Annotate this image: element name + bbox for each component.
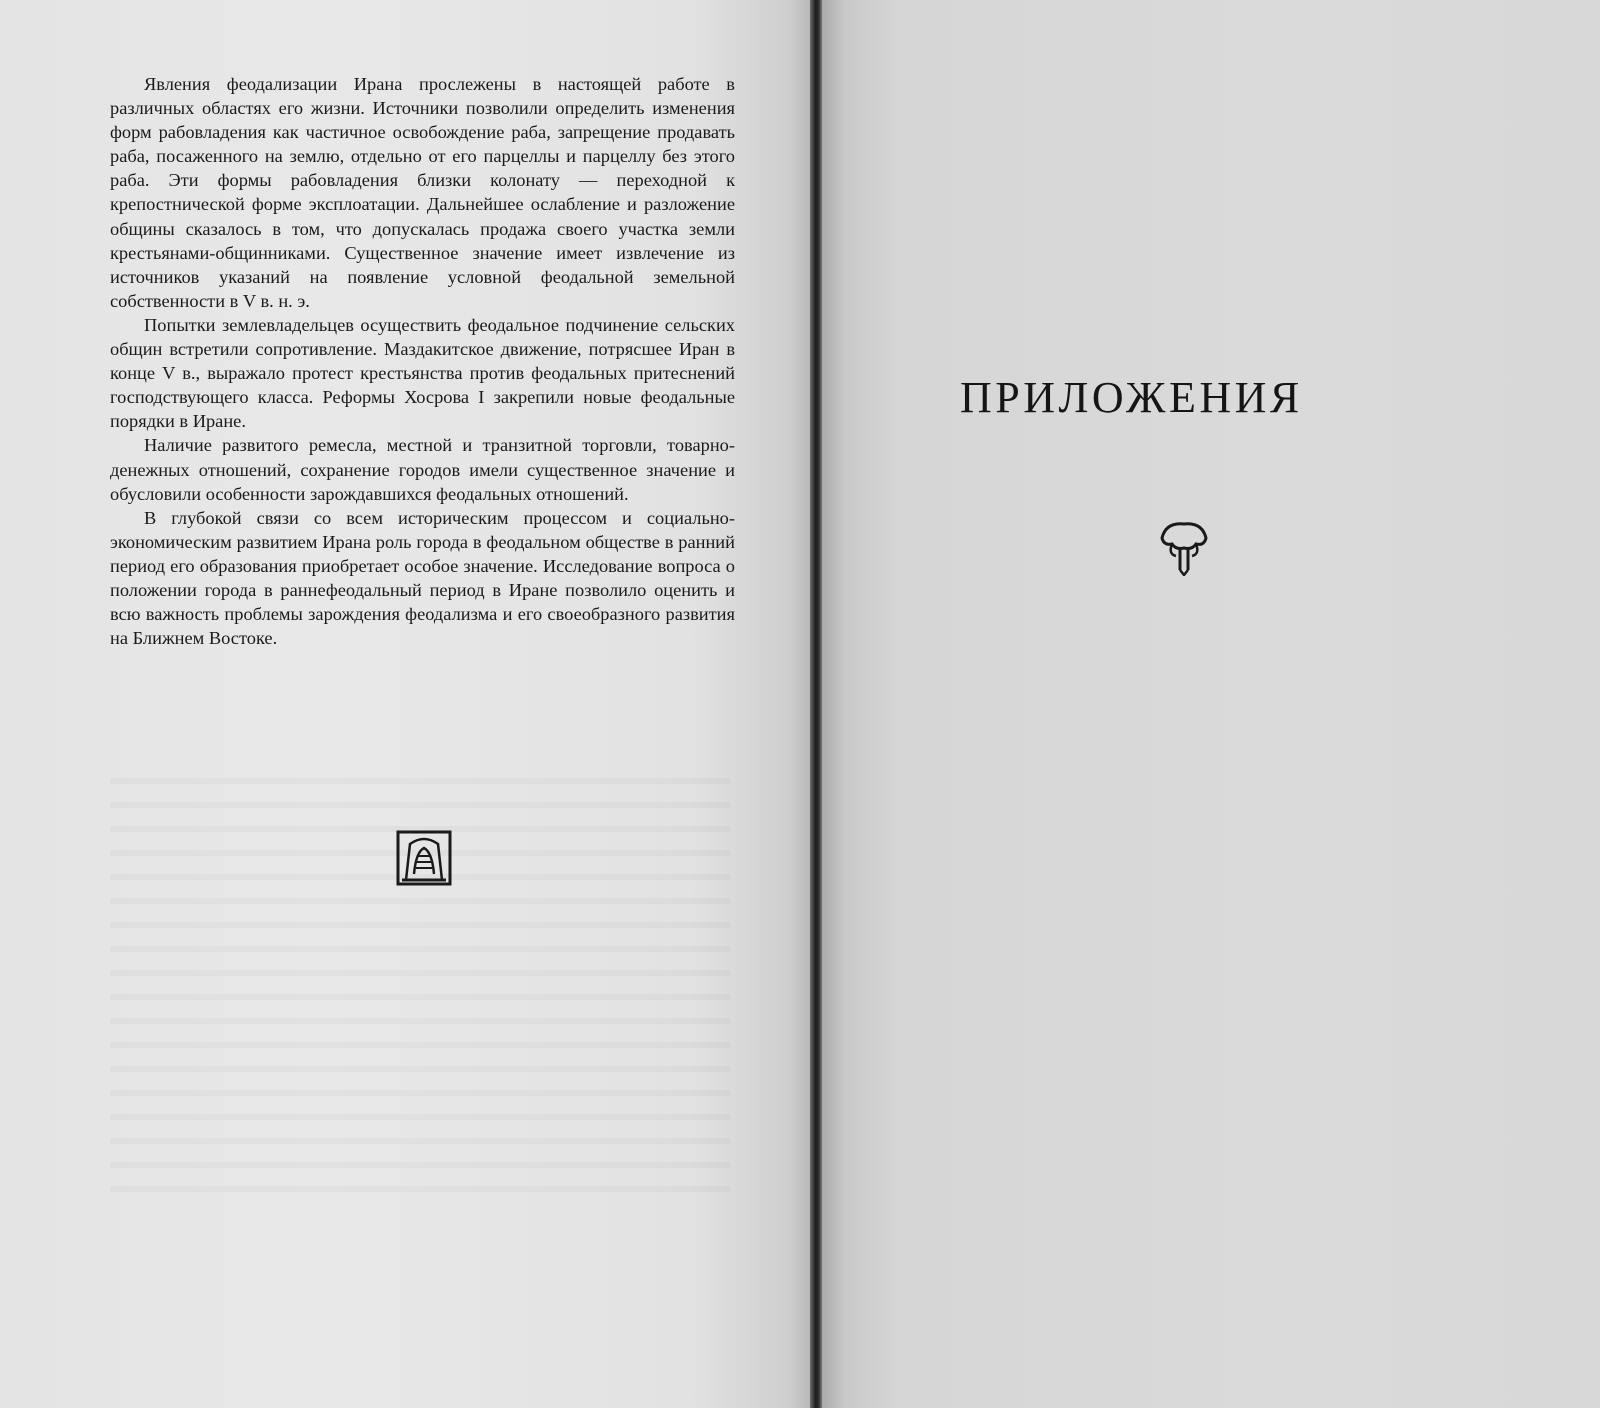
paragraph-1: Явления феодализации Ирана прослежены в настоящей работе в различных областях его жизни. Источники позволили определить изменения форм рабовладения как частичное освобождение раба, запрещение продавать раба, посаженного на землю, отдельно от его парцеллы и парцеллу без этого раба. Эти формы рабовладения близки колонату — переходной к крепостнической форме эксплоатации. Дальнейшее ослабление и разложение общины сказалось в том, что допускалась продажа своего участка земли крестьянами-общинниками. Существенное значение имеет извлечение из источников указаний на появление условной феодальной земельной собственности в V в. н. э. [110,74,735,311]
body-text [110,72,735,650]
section-heading: ПРИЛОЖЕНИЯ [960,373,1303,422]
paragraph-4: В глубокой связи со всем историческим процессом и социально-экономическим развитием Ирана роль города в феодальном обществе в ранний период его образования приобретает особое значение. Исследование вопроса о положении города в раннефеодальный период в Иране позволило оценить и всю важность проблемы зарождения феодализма и его своеобразного развития на Ближнем Востоке. [110,507,735,649]
paragraph-2: Попытки землевладельцев осуществить феодальное подчинение сельских общин встретили сопротивление. Маздакитское движение, потрясшее Иран в конце V в., выражало протест крестьянства против феодальных притеснений господствующего класса. Реформы Хосрова I закрепили новые феодальные порядки в Иране. [110,314,735,432]
paragraph-3: Наличие развитого ремесла, местной и транзитной торговли, товарно-денежных отношений, сохранение городов имели существенное значение и обусловили особенности зарождавшихся феодальных отношений. [110,435,735,504]
book-gutter [810,0,822,1408]
decorative-flower-icon [1158,520,1210,576]
show-through-text [110,760,730,1200]
right-page [822,0,1600,1408]
decorative-vignette-icon [396,830,452,886]
